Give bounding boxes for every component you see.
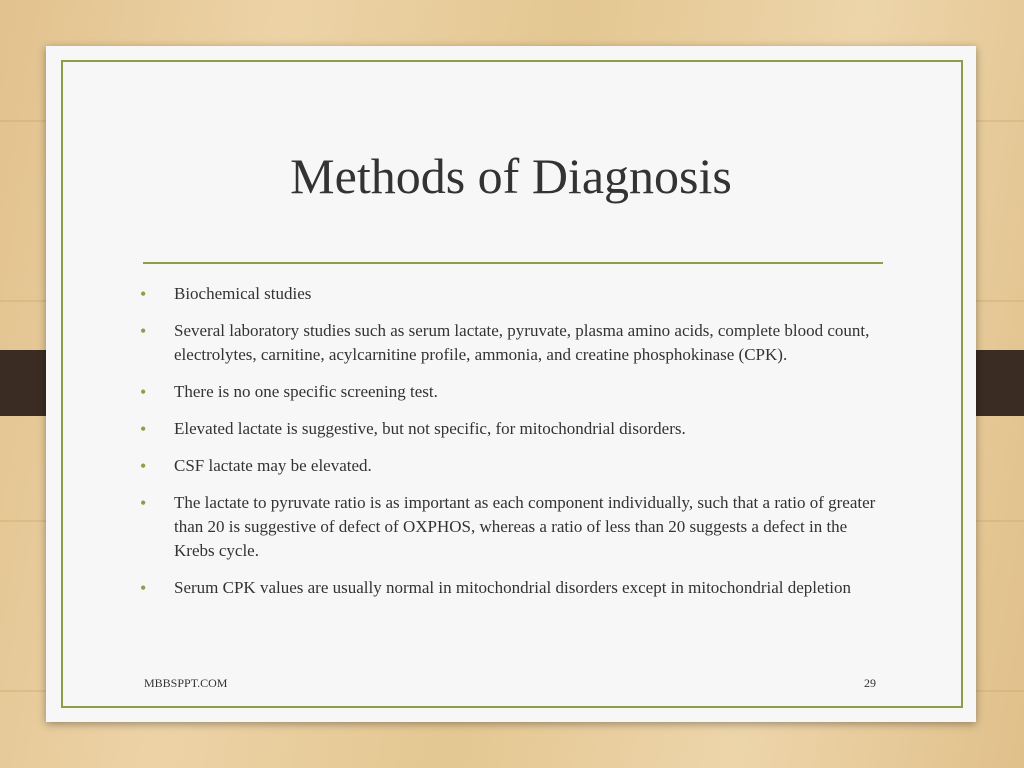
bullet-item [140,491,880,563]
bullet-dot-icon: • [140,284,147,304]
bullet-item [140,282,880,306]
bullet-text: The lactate to pyruvate ratio is as important as each component individually, such that a ratio of greater than 20 is suggestive of defect of OXPHOS, whereas a ratio of less than 20 suggests a defect in the Krebs cycle. [174,493,876,560]
bullet-text: Biochemical studies [174,284,312,303]
bullet-dot-icon: • [140,419,147,439]
bullet-dot-icon: • [140,493,147,513]
bullet-text: There is no one specific screening test. [174,382,438,401]
bullet-dot-icon: • [140,456,147,476]
bullet-item [140,454,880,478]
title-divider [143,262,883,264]
bullet-item [140,417,880,441]
bullet-dot-icon: • [140,321,147,341]
footer-source: MBBSPPT.COM [144,676,228,690]
bullet-dot-icon: • [140,382,147,402]
bullet-text: CSF lactate may be elevated. [174,456,372,475]
slide-title: Methods of Diagnosis [290,148,732,204]
bullet-text: Several laboratory studies such as serum lactate, pyruvate, plasma amino acids, complete blood count, electrolytes, carnitine, acylcarnitine profile, ammonia, and creatine phosphokinase (CPK). [174,321,870,364]
bullet-item [140,380,880,404]
slide [46,46,976,722]
bullet-text: Serum CPK values are usually normal in mitochondrial disorders except in mitochondrial depletion [174,578,852,597]
bullet-item [140,319,880,367]
bullet-list [140,282,880,613]
bullet-item [140,576,880,600]
page-number: 29 [864,676,876,690]
bullet-text: Elevated lactate is suggestive, but not specific, for mitochondrial disorders. [174,419,686,438]
bullet-dot-icon: • [140,578,147,598]
